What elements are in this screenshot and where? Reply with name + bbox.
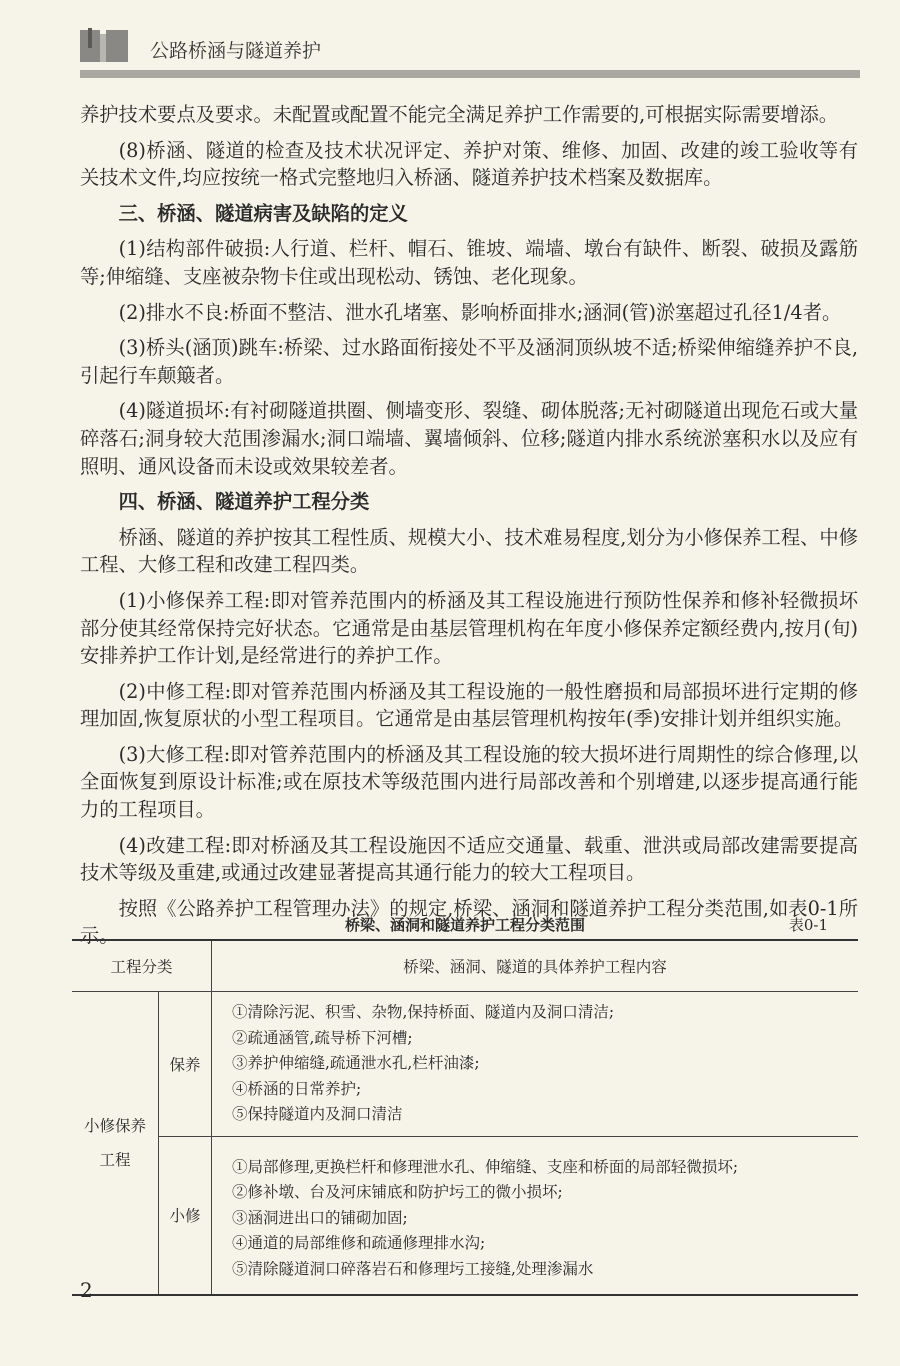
content-item: ①局部修理,更换栏杆和修理泄水孔、伸缩缝、支座和桥面的局部轻微损坏;	[232, 1157, 739, 1176]
paragraph: (1)结构部件破损:人行道、栏杆、帽石、锥坡、端墙、墩台有缺件、断裂、破损及露筋等;伸缩缝、支座被杂物卡住或出现松动、锈蚀、老化现象。	[80, 237, 858, 288]
maintenance-classification-table	[72, 939, 858, 1296]
book-icon	[80, 28, 128, 64]
subcategory-cell: 保养	[159, 992, 212, 1137]
content-item: ③涵洞进出口的铺砌加固;	[232, 1208, 408, 1227]
paragraph: (3)大修工程:即对管养范围内的桥涵及其工程设施的较大损坏进行周期性的综合修理,以全面恢复到原设计标准;或在原技术等级范围内进行局部改善和个别增建,以逐步提高通行能力的工程项目。	[80, 742, 858, 822]
subcategory-cell: 小修	[159, 1136, 212, 1295]
content-item: ④桥涵的日常养护;	[232, 1079, 362, 1098]
table-caption	[72, 914, 858, 936]
section-heading: 三、桥涵、隧道病害及缺陷的定义	[118, 201, 408, 225]
content-cell	[212, 992, 859, 1137]
header-content: 桥梁、涵洞、隧道的具体养护工程内容	[212, 940, 859, 992]
paragraph: (8)桥涵、隧道的检查及技术状况评定、养护对策、维修、加固、改建的竣工验收等有关技术文件,均应按统一格式完整地归入桥涵、隧道养护技术档案及数据库。	[80, 138, 858, 190]
paragraph: (4)改建工程:即对桥涵及其工程设施因不适应交通量、载重、泄洪或局部改建需要提高技术等级及重建,或通过改建显著提高其通行能力的较大工程项目。	[80, 833, 858, 885]
table-number: 表0-1	[788, 916, 828, 934]
running-header-title: 公路桥涵与隧道养护	[150, 40, 322, 62]
content-item: ②修补墩、台及河床铺底和防护圬工的微小损坏;	[232, 1183, 563, 1201]
paragraph: (3)桥头(涵顶)跳车:桥梁、过水路面衔接处不平及涵洞顶纵坡不适;桥梁伸缩缝养护不良,引起行车颠簸者。	[80, 336, 858, 387]
paragraph: (2)中修工程:即对管养范围内桥涵及其工程设施的一般性磨损和局部损坏进行定期的修理加固,恢复原状的小型工程项目。它通常是由基层管理机构按年(季)安排计划并组织实施。	[80, 679, 858, 731]
category-line: 工程	[99, 1151, 131, 1169]
table-row	[72, 992, 858, 1137]
content-cell	[212, 1136, 859, 1295]
page-number: 2	[80, 1278, 93, 1302]
content-item: ①清除污泥、积雪、杂物,保持桥面、隧道内及洞口清洁;	[232, 1003, 615, 1021]
table-row	[72, 1136, 858, 1295]
paragraph: (4)隧道损坏:有衬砌隧道拱圈、侧墙变形、裂缝、砌体脱落;无衬砌隧道出现危石或大量碎落石;洞身较大范围渗漏水;洞口端墙、翼墙倾斜、位移;隧道内排水系统淤塞积水以及应有照明、通风设备而未设或效果较差者。	[80, 399, 858, 478]
table-title: 桥梁、涵洞和隧道养护工程分类范围	[344, 916, 585, 934]
paragraph: 养护技术要点及要求。未配置或配置不能完全满足养护工作需要的,可根据实际需要增添。	[80, 103, 839, 126]
content-item: ③养护伸缩缝,疏通泄水孔,栏杆油漆;	[232, 1054, 480, 1072]
section-heading: 四、桥涵、隧道养护工程分类	[118, 490, 370, 514]
paragraph: (1)小修保养工程:即对管养范围内的桥涵及其工程设施进行预防性保养和修补轻微损坏部分使其经常保持完好状态。它通常是由基层管理机构在年度小修保养定额经费内,按月(旬)安排养护工作计划,是经常进行的养护工作。	[80, 588, 858, 668]
paragraph: 按照《公路养护工程管理办法》的规定,桥梁、涵洞和隧道养护工程分类范围,如表0-1所示。	[80, 896, 858, 948]
paragraph: (2)排水不良:桥面不整洁、泄水孔堵塞、影响桥面排水;涵洞(管)淤塞超过孔径1/4者。	[118, 300, 842, 324]
header-category: 工程分类	[72, 940, 212, 992]
content-item: ④通道的局部维修和疏通修理排水沟;	[232, 1234, 486, 1252]
body-text	[80, 101, 858, 958]
paragraph: 桥涵、隧道的养护按其工程性质、规模大小、技术难易程度,划分为小修保养工程、中修工程、大修工程和改建工程四类。	[80, 525, 858, 577]
content-item: ⑤清除隧道洞口碎落岩石和修理圬工接缝,处理渗漏水	[232, 1259, 594, 1278]
content-item: ②疏通涵管,疏导桥下河槽;	[232, 1028, 413, 1047]
header-divider	[80, 70, 860, 78]
content-item: ⑤保持隧道内及洞口清洁	[232, 1105, 403, 1123]
category-line: 小修保养	[83, 1117, 146, 1135]
table-header-row	[72, 940, 858, 992]
category-cell	[72, 992, 159, 1296]
